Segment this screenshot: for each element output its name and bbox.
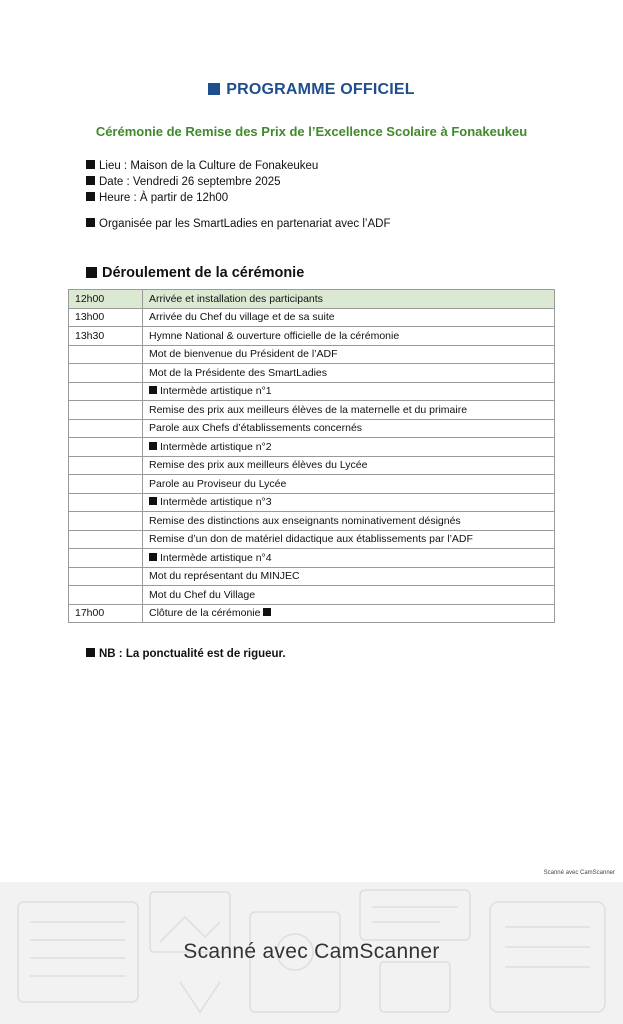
- schedule-time: [69, 438, 143, 457]
- schedule-time: 13h30: [69, 327, 143, 346]
- table-row: [69, 456, 555, 475]
- schedule-item: [143, 345, 555, 364]
- info-lieu-text: Lieu : Maison de la Culture de Fonakeukeu: [99, 160, 319, 172]
- schedule-body: [69, 290, 555, 623]
- document-title-text: PROGRAMME OFFICIEL: [226, 81, 415, 98]
- schedule-item-text: Intermède artistique n°4: [160, 551, 272, 564]
- schedule-item: [143, 327, 555, 346]
- schedule-time: [69, 419, 143, 438]
- scanner-footer: [0, 882, 623, 1024]
- info-organisation: [86, 218, 390, 230]
- schedule-item-text: Parole au Proviseur du Lycée: [149, 477, 287, 490]
- scanner-footer-text: Scanné avec CamScanner: [183, 940, 440, 963]
- schedule-item-text: Hymne National & ouverture officielle de la cérémonie: [149, 329, 400, 342]
- schedule-item: [143, 512, 555, 531]
- schedule-time: [69, 456, 143, 475]
- schedule-item: [143, 493, 555, 512]
- schedule-item-text: Remise des prix aux meilleurs élèves de la maternelle et du primaire: [149, 403, 468, 416]
- schedule-item-text: Intermède artistique n°1: [160, 385, 272, 398]
- table-row: [69, 475, 555, 494]
- schedule-item: [143, 364, 555, 383]
- document-subtitle: Cérémonie de Remise des Prix de l’Excellence Scolaire à Fonakeukeu: [95, 124, 528, 139]
- schedule-time: 12h00: [69, 290, 143, 309]
- schedule-item: [143, 419, 555, 438]
- table-row: [69, 382, 555, 401]
- table-row: [69, 512, 555, 531]
- table-row: [69, 345, 555, 364]
- schedule-item: [143, 549, 555, 568]
- schedule-time: [69, 549, 143, 568]
- square-bullet-icon: [86, 218, 95, 227]
- schedule-time: [69, 382, 143, 401]
- schedule-item-text: Mot du représentant du MINJEC: [149, 570, 300, 583]
- schedule-table: [68, 289, 555, 623]
- section-title: [86, 265, 304, 281]
- schedule-time: [69, 586, 143, 605]
- table-row: [69, 567, 555, 586]
- schedule-item-text: Mot du Chef du Village: [149, 588, 256, 601]
- schedule-item: [143, 290, 555, 309]
- note-text: NB : La ponctualité est de rigueur.: [99, 648, 286, 660]
- schedule-item: [143, 567, 555, 586]
- schedule-item-text: Remise des prix aux meilleurs élèves du Lycée: [149, 459, 368, 472]
- schedule-time: [69, 493, 143, 512]
- table-row: [69, 308, 555, 327]
- square-bullet-icon: [86, 267, 97, 278]
- schedule-time: [69, 567, 143, 586]
- schedule-item-text: Arrivée et installation des participants: [149, 292, 323, 305]
- table-row: [69, 364, 555, 383]
- scanner-small-watermark: Scanné avec CamScanner: [543, 870, 615, 876]
- schedule-item-text: Parole aux Chefs d’établissements concernés: [149, 422, 363, 435]
- schedule-item-text: Intermède artistique n°3: [160, 496, 272, 509]
- table-row: [69, 327, 555, 346]
- info-organisation-text: Organisée par les SmartLadies en partenariat avec l’ADF: [99, 218, 391, 230]
- square-bullet-icon: [86, 160, 95, 169]
- document-title: [0, 81, 623, 99]
- schedule-item-text: Remise des distinctions aux enseignants nominativement désignés: [149, 514, 461, 527]
- schedule-item-text: Remise d’un don de matériel didactique aux établissements par l’ADF: [149, 533, 473, 546]
- schedule-time: 13h00: [69, 308, 143, 327]
- schedule-item-text: Arrivée du Chef du village et de sa suite: [149, 311, 335, 324]
- square-bullet-icon: [263, 608, 271, 616]
- schedule-item: [143, 586, 555, 605]
- square-bullet-icon: [86, 176, 95, 185]
- schedule-item-text: Mot de bienvenue du Président de l’ADF: [149, 348, 338, 361]
- square-bullet-icon: [149, 442, 157, 450]
- schedule-time: [69, 364, 143, 383]
- section-title-text: Déroulement de la cérémonie: [102, 265, 305, 281]
- schedule-item-text: Intermède artistique n°2: [160, 440, 272, 453]
- table-row: [69, 530, 555, 549]
- table-row: [69, 438, 555, 457]
- schedule-time: [69, 345, 143, 364]
- schedule-item: [143, 438, 555, 457]
- table-row: [69, 493, 555, 512]
- schedule-time: [69, 401, 143, 420]
- table-row: [69, 604, 555, 623]
- schedule-time: 17h00: [69, 604, 143, 623]
- schedule-time: [69, 475, 143, 494]
- schedule-item: [143, 475, 555, 494]
- table-row: [69, 290, 555, 309]
- schedule-item-text: Clôture de la cérémonie: [149, 607, 261, 620]
- table-row: [69, 419, 555, 438]
- schedule-item: [143, 530, 555, 549]
- square-bullet-icon: [149, 386, 157, 394]
- info-date-text: Date : Vendredi 26 septembre 2025: [99, 176, 281, 188]
- schedule-item-text: Mot de la Présidente des SmartLadies: [149, 366, 328, 379]
- schedule-time: [69, 512, 143, 531]
- schedule-time: [69, 530, 143, 549]
- schedule-item: [143, 308, 555, 327]
- schedule-item: [143, 382, 555, 401]
- schedule-item: [143, 604, 555, 623]
- info-date: [86, 176, 281, 188]
- info-lieu: [86, 160, 318, 172]
- schedule-item: [143, 456, 555, 475]
- square-bullet-icon: [208, 83, 220, 95]
- info-heure: [86, 192, 228, 204]
- table-row: [69, 586, 555, 605]
- square-bullet-icon: [86, 648, 95, 657]
- info-heure-text: Heure : À partir de 12h00: [99, 192, 229, 204]
- schedule-item: [143, 401, 555, 420]
- note: [86, 648, 286, 660]
- table-row: [69, 401, 555, 420]
- square-bullet-icon: [149, 553, 157, 561]
- table-row: [69, 549, 555, 568]
- square-bullet-icon: [86, 192, 95, 201]
- square-bullet-icon: [149, 497, 157, 505]
